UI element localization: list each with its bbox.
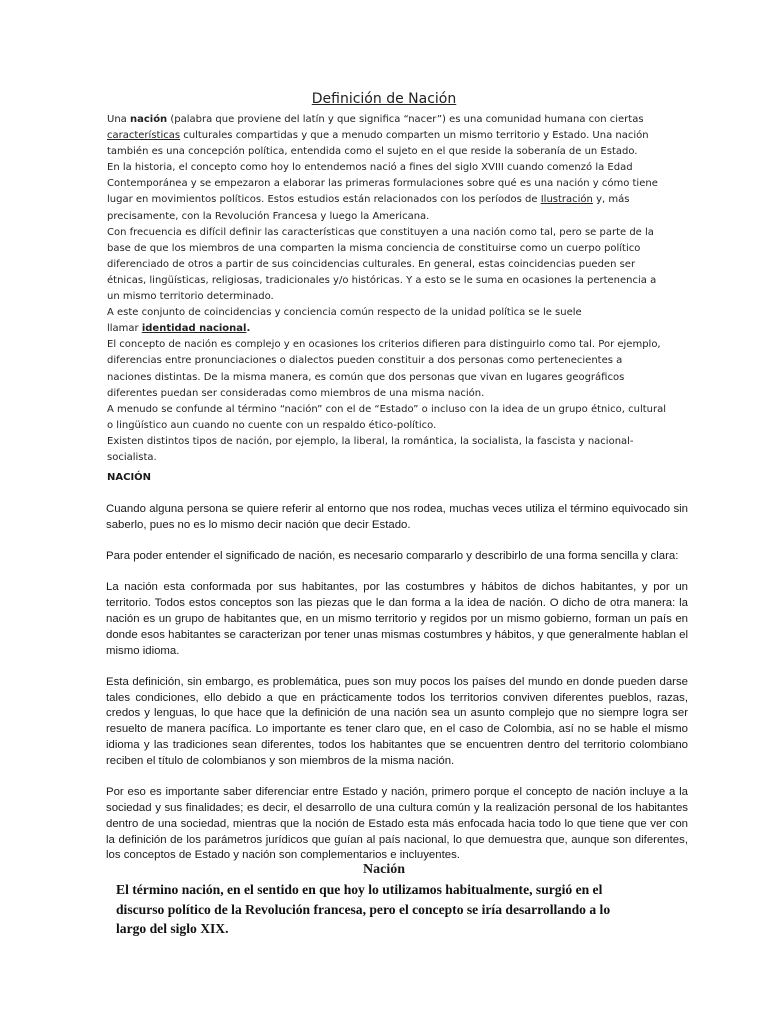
intro-text: Una <box>107 114 130 125</box>
body-section <box>106 502 688 880</box>
section-heading: NACIÓN <box>107 472 152 483</box>
body-paragraph-2: Para poder entender el significado de nación, es necesario compararlo y describirlo de una forma sencilla y clara: <box>106 550 679 563</box>
page-title: Definición de Nación <box>311 91 457 107</box>
intro-paragraph-6: A menudo se confunde al término “nación” con el de “Estado” o incluso con la idea de un grupo étnico, cultural o lingüístico aun cuando no cuente con un respaldo ético-político. <box>107 403 667 431</box>
intro-section <box>107 112 667 466</box>
intro-paragraph-3: Con frecuencia es difícil definir las características que constituyen a una nación como tal, pero se parte de la base de que los miembros de una comparten la misma conciencia de constituirse como un cuerpo político diferenciado de otros a partir de sus coincidencias culturales. En general, estas coincidencias pueden ser étnicas, lingüísticas, religiosas, tradicionales y/o históricas. Y a esto se le suma en ocasiones la pertenencia a un mismo territorio determinado. <box>107 226 657 303</box>
intro-paragraph-5: El concepto de nación es complejo y en ocasiones los criterios difieren para distinguirlo como tal. Por ejemplo, diferencias entre pronunciaciones o dialectos pueden constituir a dos personas como pertenecientes a naciones distintas. De la misma manera, es común que dos personas que vivan en lugares geográficos diferentes puedan ser consideradas como miembros de una misma nación. <box>107 339 661 399</box>
intro-text: y, más precisamente, con la Revolución Francesa y luego la Americana. <box>107 194 630 222</box>
intro-paragraph-2 <box>107 160 667 224</box>
intro-paragraph-7: Existen distintos tipos de nación, por ejemplo, la liberal, la romántica, la socialista, la fascista y nacional-socialista. <box>107 435 634 463</box>
link-identidad-nacional[interactable]: identidad nacional <box>141 323 247 335</box>
bold-term-nacion: nación <box>129 114 168 125</box>
body-paragraph-3: La nación esta conformada por sus habitantes, por las costumbres y hábitos de dichos habitantes, y por un territorio. Todos estos conceptos son las piezas que le dan forma a la idea de nación. O dicho de otra manera: la nación es un grupo de habitantes que, en un mismo territorio y regidos por un mismo gobierno, forman un país en donde esos habitantes se caracterizan por tener unas mismas costumbres y hábitos, y que generalmente hablan el mismo idioma. <box>106 581 688 657</box>
intro-text: . <box>246 323 251 335</box>
intro-paragraph-1 <box>107 112 667 160</box>
body-paragraph-5: Por eso es importante saber diferenciar entre Estado y nación, primero porque el concepto de nación incluye a la sociedad y sus finalidades; es decir, el desarrollo de una cultura común y la realización personal de los habitantes dentro de una sociedad, mientras que la noción de Estado esta más enfocada hacia todo lo que tiene que ver con la definición de los parámetros jurídicos que guían al país nacional, lo que demuestra que, aunque son diferentes, los conceptos de Estado y nación son complementarios e incluyentes. <box>106 786 688 862</box>
intro-paragraph-4 <box>107 305 667 337</box>
intro-text: (palabra que proviene del latín y que significa “nacer”) es una comunidad humana con ciertas <box>167 114 644 125</box>
body-paragraph-4: Esta definición, sin embargo, es problemática, pues son muy pocos los países del mundo en donde pueden darse tales condiciones, ello debido a que en prácticamente todos los territorios conviven diferentes pueblos, razas, credos y lenguas, lo que hace que la definición de una nación sea un asunto complejo que no siempre logra ser resuelto de manera pacífica. Lo importante es tener claro que, en el caso de Colombia, así no se hable el mismo idioma y las tradiciones sean diferentes, todos los habitantes que se encuentren dentro del territorio colombiano reciben el título de colombianos y son miembros de la misma nación. <box>106 675 688 767</box>
intro-text: culturales compartidas y que a menudo comparten un mismo territorio y Estado. Una nación también es una concepción política, entendida como el sujeto en el que reside la soberanía de un Estado. <box>107 130 649 158</box>
closing-heading: Nación <box>363 862 405 877</box>
body-paragraph-1: Cuando alguna persona se quiere referir al entorno que nos rodea, muchas veces utiliza el término equivocado sin saberlo, pues no es lo mismo decir nación que decir Estado. <box>106 503 688 531</box>
intro-text: llamar <box>107 323 142 335</box>
closing-paragraph: El término nación, en el sentido en que hoy lo utilizamos habitualmente, surgió en el discurso político de la Revolución francesa, pero el concepto se iría desarrollando a lo largo del siglo XIX. <box>116 882 611 936</box>
intro-text: A este conjunto de coincidencias y conciencia común respecto de la unidad política se le suele <box>107 307 582 319</box>
intro-text: En la historia, el concepto como hoy lo entendemos nació a fines del siglo XVIII cuando comenzó la Edad Contemporánea y se empezaron a elaborar las primeras formulaciones sobre qué es una nación y cómo tiene lugar en movimientos políticos. Estos estudios están relacionados con los períodos de <box>107 162 658 206</box>
link-caracteristicas[interactable]: características <box>107 130 181 142</box>
link-ilustracion[interactable]: Ilustración <box>540 194 593 206</box>
